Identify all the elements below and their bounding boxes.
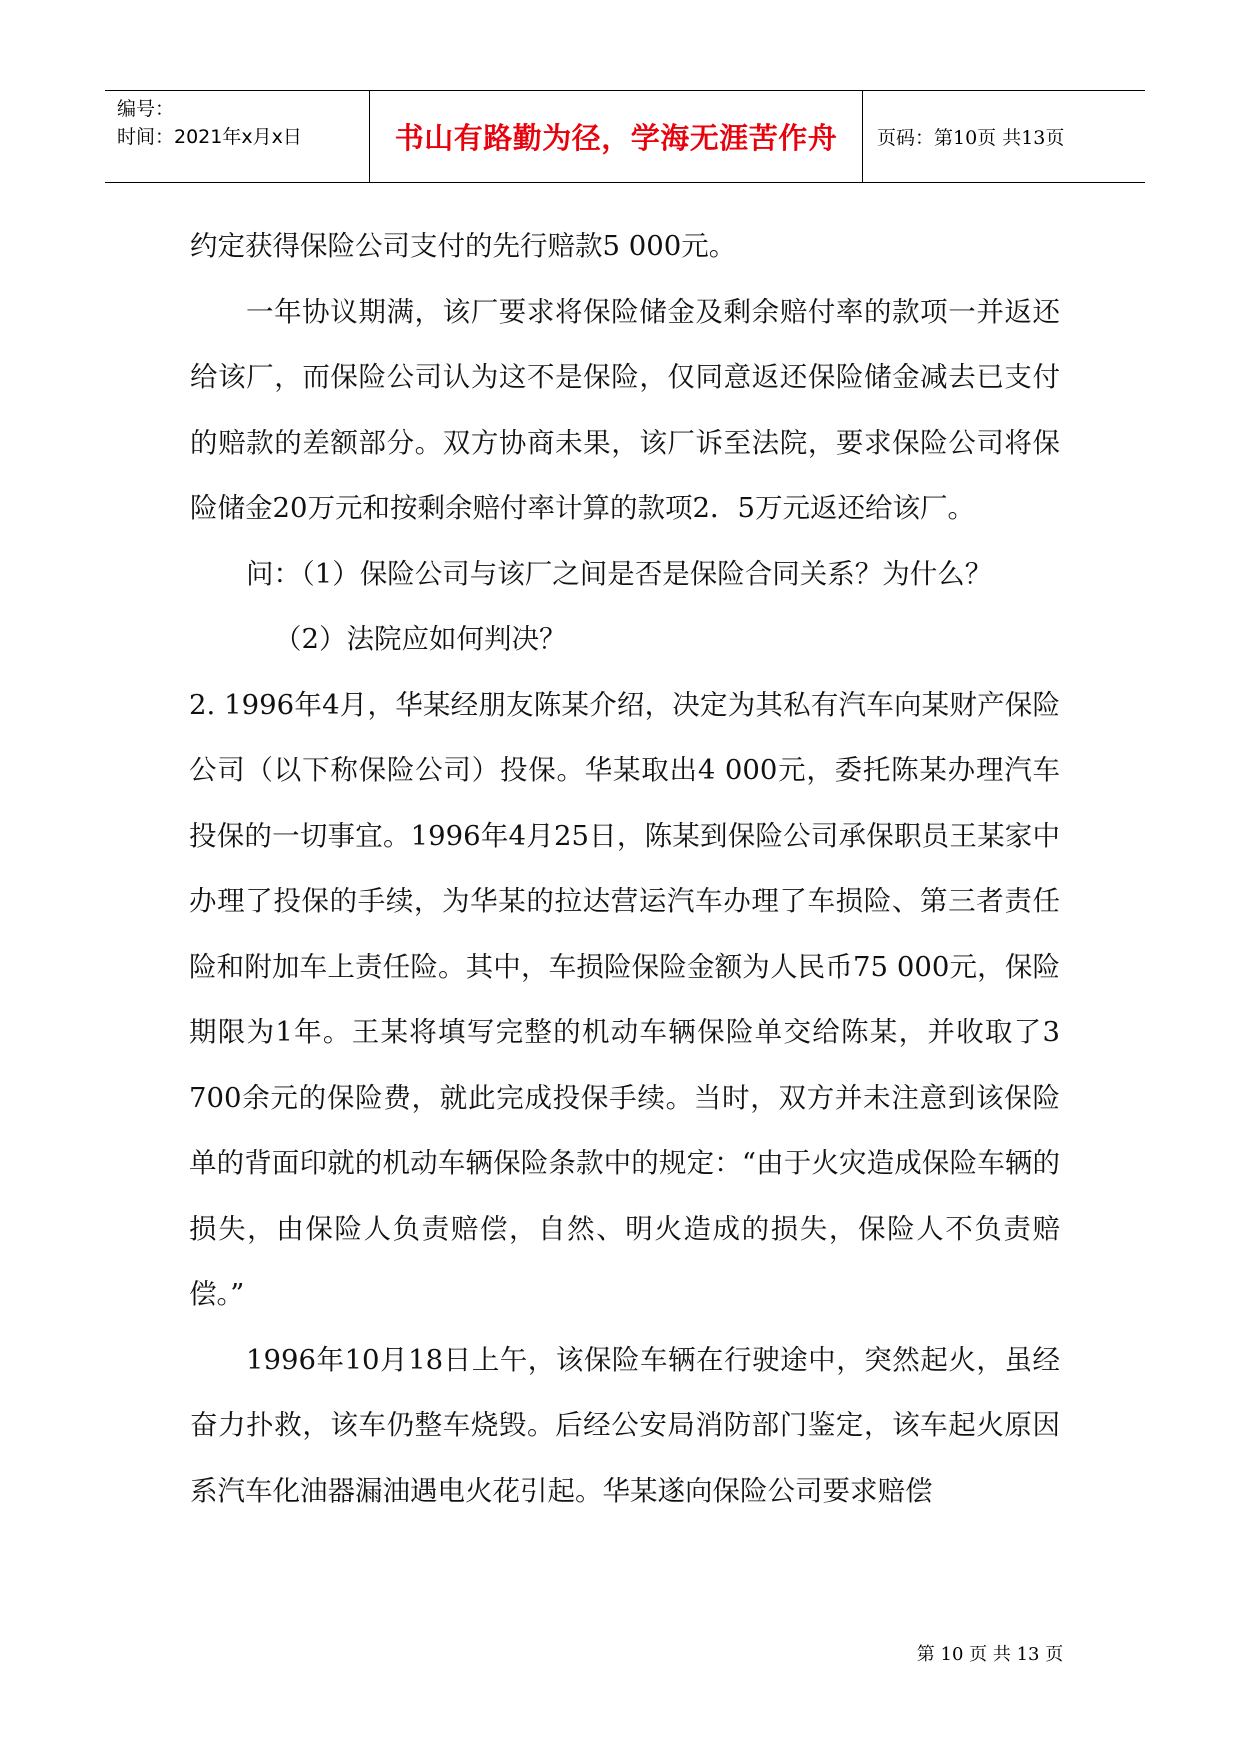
paragraph-case-facts: 一年协议期满，该厂要求将保险储金及剩余赔付率的款项一并返还给该厂，而保险公司认为这不是保险，仅同意返还保险储金减去已支付的赔款的差额部分。双方协商未果，该厂诉至法院，要求保险公司将保险储金20万元和按剩余赔付率计算的款项2．5万元返还给该厂。 xyxy=(190,295,1060,524)
header-meta xyxy=(105,91,370,182)
document-time-label: 时间：2021年x月x日 xyxy=(117,126,302,148)
question-2: （2）法院应如何判决？ xyxy=(274,623,567,655)
document-number-label: 编号： xyxy=(117,98,175,120)
question-1: 问：（1）保险公司与该厂之间是否是保险合同关系？为什么？ xyxy=(246,557,993,590)
paragraph-continuation: 约定获得保险公司支付的先行赔款5 000元。 xyxy=(190,230,737,262)
case-2-continuation: 1996年10月18日上午，该保险车辆在行驶途中，突然起火，虽经奋力扑救，该车仍整车烧毁。后经公安局消防部门鉴定，该车起火原因系汽车化油器漏油遇电火花引起。华某遂向保险公司要求赔偿 xyxy=(190,1343,1060,1507)
page-footer: 第 10 页 共 13 页 xyxy=(916,1644,1064,1665)
header-page-info: 页码：第10页 共13页 xyxy=(877,127,1065,149)
document-body xyxy=(190,214,1060,1524)
case-2-paragraph: 2. 1996年4月，华某经朋友陈某介绍，决定为其私有汽车向某财产保险公司（以下称保险公司）投保。华某取出4 000元，委托陈某办理汽车投保的一切事宜。1996年4月25日，陈某到保险公司承保职员王某家中办理了投保的手续，为华某的拉达营运汽车办理了车损险、第三者责任险和附加车上责任险。其中，车损险保险金额为人民币75 000元，保险期限为1年。王某将填写完整的机动车辆保险单交给陈某，并收取了3 700余元的保险费，就此完成投保手续。当时，双方并未注意到该保险单的背面印就的机动车辆保险条款中的规定：“由于火灾造成保险车辆的损失，由保险人负责赔偿，自然、明火造成的损失，保险人不负责赔偿。” xyxy=(189,688,1060,1310)
page-header xyxy=(105,90,1145,183)
header-motto: 书山有路勤为径，学海无涯苦作舟 xyxy=(370,91,863,182)
